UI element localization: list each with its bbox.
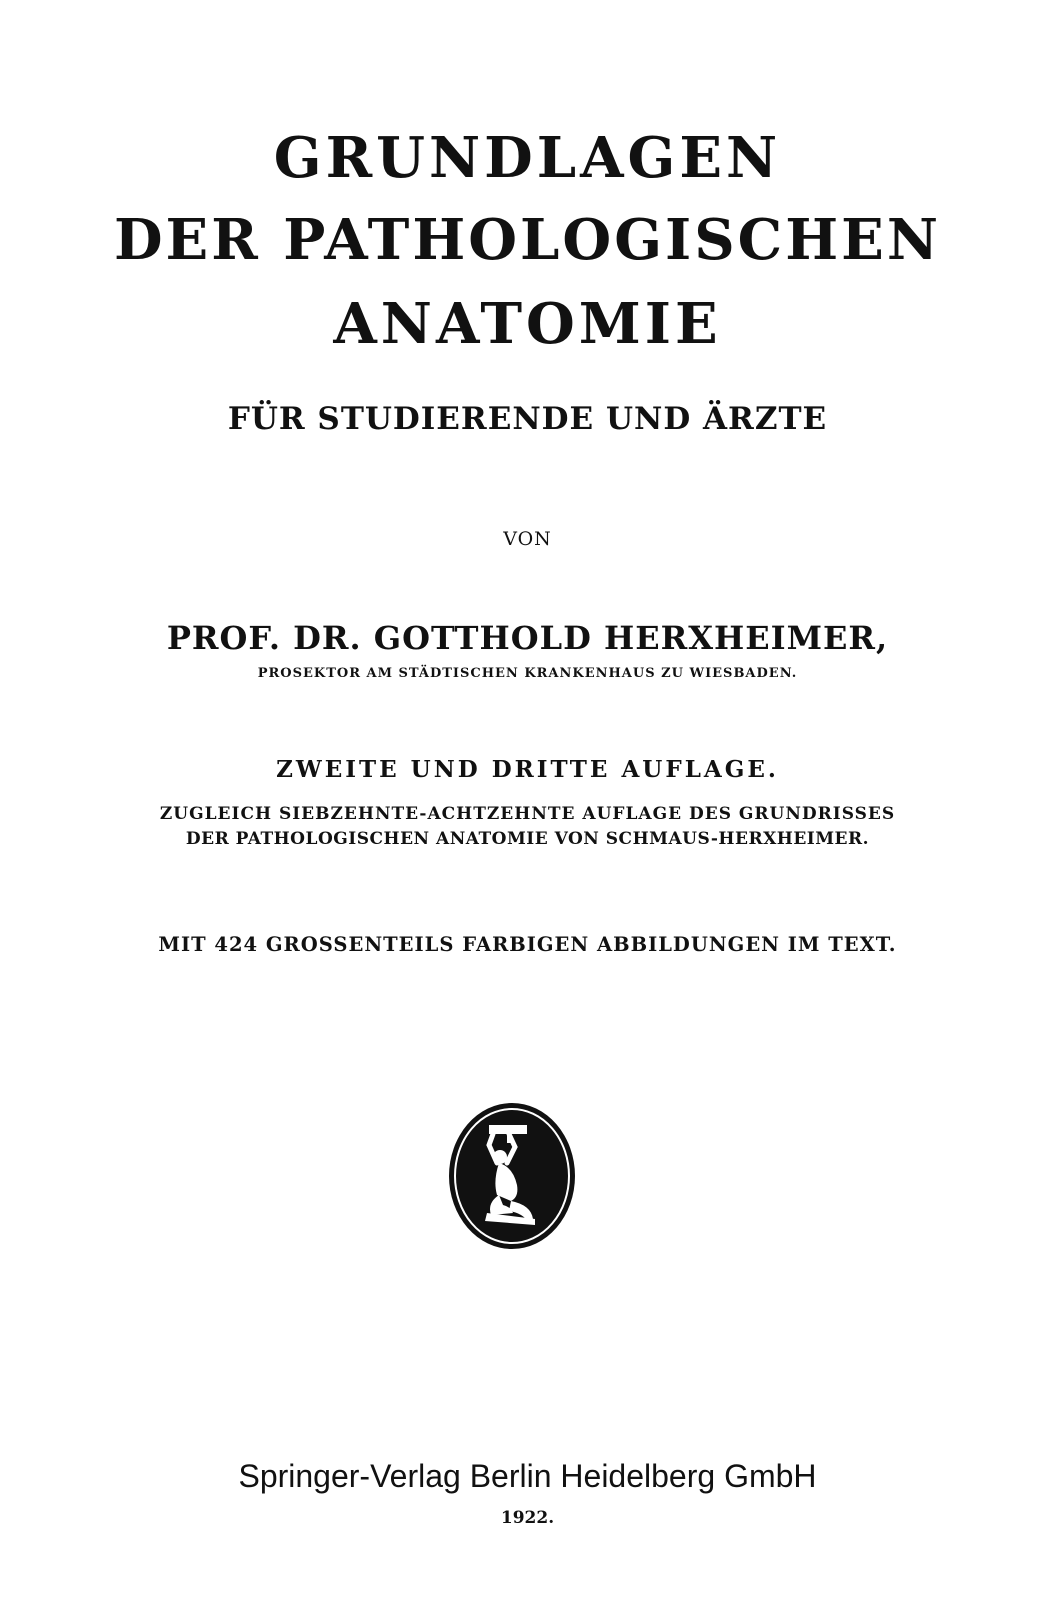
subtitle: FÜR STUDIERENDE UND ÄRZTE	[227, 401, 828, 437]
edition-note-line-1: ZUGLEICH SIEBZEHNTE-ACHTZEHNTE AUFLAGE DES GRUNDRISSES	[159, 804, 896, 824]
publisher-name: Springer-Verlag Berlin Heidelberg GmbH	[238, 1458, 817, 1494]
title-line-2: DER PATHOLOGISCHEN	[113, 207, 942, 273]
title-line-3: ANATOMIE	[333, 291, 722, 357]
by-label: VON	[503, 528, 552, 550]
edition-label: ZWEITE UND DRITTE AUFLAGE.	[276, 756, 779, 783]
illustrations-note: MIT 424 GROSSENTEILS FARBIGEN ABBILDUNGEN IM TEXT.	[158, 933, 897, 956]
title-line-1: GRUNDLAGEN	[273, 125, 782, 191]
publication-year: 1922.	[500, 1508, 555, 1528]
author-affiliation: PROSEKTOR AM STÄDTISCHEN KRANKENHAUS ZU WIESBADEN.	[257, 666, 798, 681]
author-name: PROF. DR. GOTTHOLD HERXHEIMER,	[166, 619, 889, 657]
edition-note-line-2: DER PATHOLOGISCHEN ANATOMIE VON SCHMAUS-HERXHEIMER.	[185, 829, 870, 849]
publisher-emblem-icon	[447, 1101, 577, 1251]
